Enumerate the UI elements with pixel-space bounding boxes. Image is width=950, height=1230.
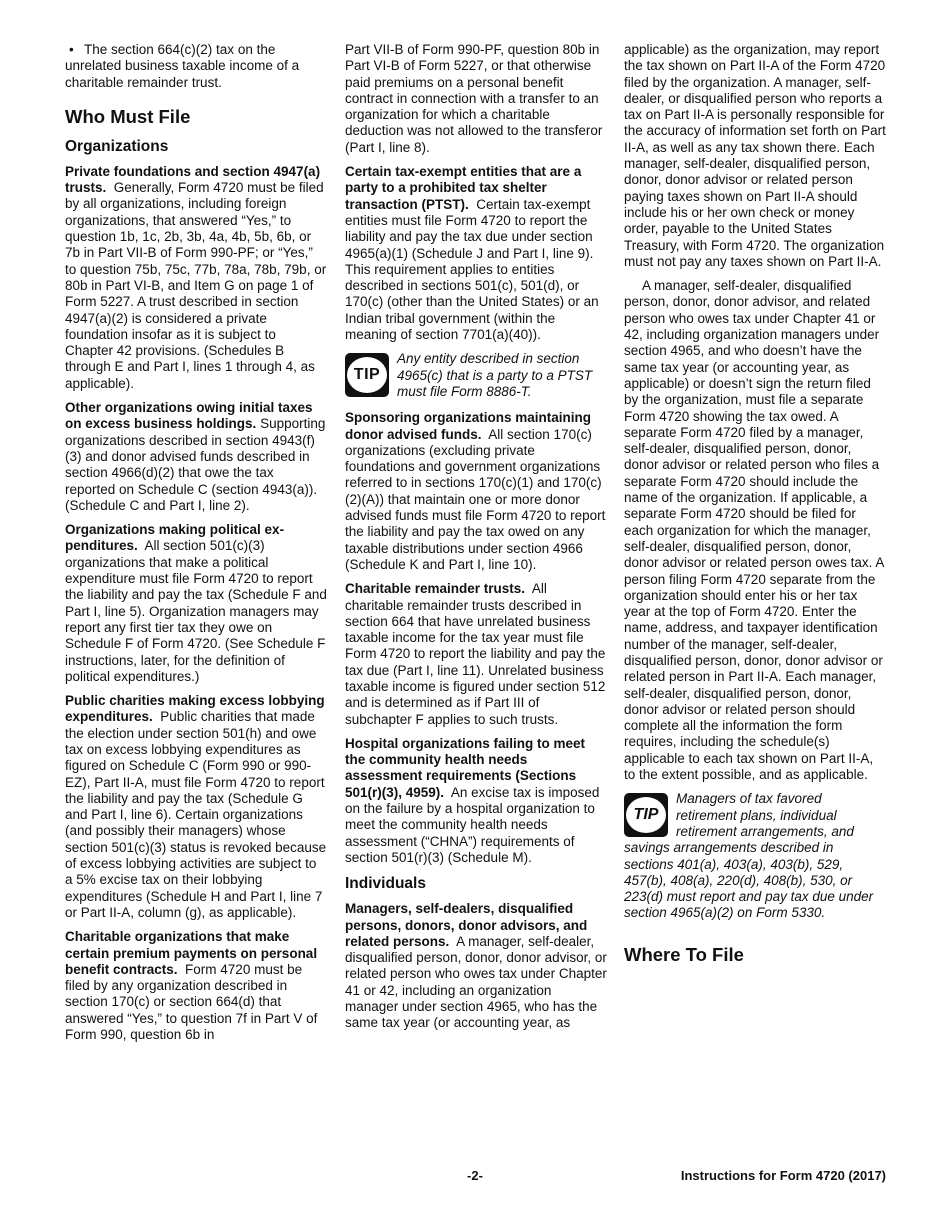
paragraph-body: Supporting organizations described in section 4943(f)(3) and donor advised funds described in section 4966(d)(2) that owe the tax reported on Schedule C (section 4943(a)). (Schedule C and Part I, line 2).: [65, 416, 326, 513]
paragraph-body: Form 4720 must be filed by any organization described in section 170(c) or section 664(d) that answered “Yes,” to question 7f in Part V of Form 990, question 6b in: [65, 961, 318, 1043]
run-in-heading: Charitable organizations that make certain premium payments on personal benefit contracts.: [65, 929, 318, 977]
paragraph-premium-payments: [65, 929, 327, 1043]
tip-text: Managers of tax favored retirement plans, individual retirement arrangements, and savings arrangements described in sections 401(a), 403(a), 403(b), 529, 457(b), 408(a), 220(d), 408(b), 530, or 223(d) must report and pay tax due under section 4965(a)(2) on Form 5330.: [624, 791, 874, 921]
paragraph-body: All charitable remainder trusts described in section 664 that have unrelated business taxable income for the tax year must file Form 4720 to report the liability and pay the tax due (Part I, line 11). Unrelated business taxable income is figured under section 512 and is determined as if Part III of subchapter F applies to such trusts.: [345, 581, 606, 727]
paragraph-lobbying-expenditures: [65, 693, 327, 921]
paragraph-body: All section 501(c)(3) organizations that make a political expenditure must file Form 4720 to report the liability and pay the tax (Schedule F and Part I, line 5). Organization managers may report any first tier tax they owe on Schedule F of Form 4720. (See Schedule F instructions, later, for the definition of political expenditures.): [65, 538, 327, 684]
paragraph-excess-business-holdings: [65, 400, 327, 514]
column-2: [345, 42, 607, 1040]
paragraph-donor-advised-funds: [345, 410, 607, 573]
tip-label: TIP: [347, 357, 387, 393]
run-in-heading: Organizations making political expenditures.: [65, 522, 285, 554]
heading-who-must-file: Who Must File: [65, 105, 191, 127]
paragraph-charitable-remainder-trusts: [345, 581, 607, 728]
paragraph-body: Generally, Form 4720 must be filed by all organizations, including foreign organizations, that answered “Yes,” to question 1b, 1c, 2b, 3b, 4a, 4b, 5b, 6b, or 7b in Part VII-B of Form 990-PF; or “Yes,” to question 75b, 75c, 77b, 78a, 78b, 79b, or 80b in Part VI-B, and Item G on page 1 of Form 5227. A trust described in section 4947(a)(2) is considered a private foundation insofar as it is subject to Chapter 42 provisions. (Schedules B through E and Part I, lines 1 through 4, as applicable).: [65, 180, 327, 391]
tip-box: [345, 351, 607, 400]
tip-icon: [624, 793, 668, 837]
column-1: [65, 42, 327, 1051]
run-in-heading: Public charities making excess lobbying expenditures.: [65, 693, 325, 725]
run-in-heading: Managers, self-dealers, disqualified persons, donors, donor advisors, and related persons.: [345, 901, 588, 949]
paragraph-hospital-organizations: [345, 736, 607, 866]
heading-individuals: Individuals: [345, 875, 426, 893]
tip-label: TIP: [626, 797, 666, 833]
tip-text: Any entity described in section 4965(c) that is a party to a PTST must file Form 8886-T.: [397, 351, 593, 399]
paragraph-body: All section 170(c) organizations (excluding private foundations and government organizations referred to in sections 170(c)(1) and 170(c)(2)(A)) that maintain one or more donor advised funds must file Form 4720 to report the liability and pay the tax owed on any taxable distributions under section 4966 (Schedule K and Part I, line 10).: [345, 426, 606, 572]
paragraph-separate-form: A manager, self-dealer, disqualified person, donor, donor advisor, and related person who owes tax under Chapter 41 or 42, including organization managers under section 4965, and who doesn’t have the same tax year (or accounting year, as applicable) or doesn’t sign the return filed by the organization, must file a separate Form 4720 showing the tax owed. A separate Form 4720 filed by a manager, self-dealer, disqualified person, donor, donor advisor or related person who files a separate Form 4720 should include the name of the organization. If applicable, a separate Form 4720 should be filed for each organization for which the manager, self-dealer, disqualified person, donor, donor advisor or related person owes tax. A person filing Form 4720 separate from the organization should enter his or her tax year at the top of Form 4720. Enter the name, address, and taxpayer identification number of the manager, self-dealer, disqualified person, donor, donor advisor or related person in Part II-A. Each manager, self-dealer, disqualified person, donor, donor advisor or related person should complete all the information the form requires, including the schedule(s) applicable to each tax shown on Part II-A, to the extent possible, and as applicable.: [624, 278, 884, 783]
run-in-heading: Hospital organizations failing to meet the community health needs assessment requirements (Sections 501(r)(3), 4959).: [345, 735, 586, 800]
run-in-heading: Certain tax-exempt entities that are a party to a prohibited tax shelter transaction (PTST).: [345, 164, 582, 212]
tip-box: [624, 791, 886, 921]
paragraph-continued: applicable) as the organization, may report the tax shown on Part II-A of the Form 4720 filed by the organization. A manager, self-dealer, or disqualified person who reports a tax on Part II-A is personally responsible for the accuracy of information set forth on Part II-A, as well as any tax shown there. Each manager, self-dealer, disqualified person, donor, donor advisor or related person paying taxes shown on Part II-A should include his or her own check or money order, payable to the United States Treasury, with Form 4720. The organization must not pay any taxes shown on Part II-A.: [624, 42, 886, 269]
paragraph-body: A manager, self-dealer, disqualified person, donor, donor advisor, or related person who owes tax under Chapter 41 or 42, including an organization manager under section 4965, who has the same tax year (or accounting year, as: [345, 933, 607, 1031]
paragraph-private-foundations: [65, 164, 327, 392]
page-number: -2-: [467, 1168, 483, 1183]
run-in-heading: Charitable remainder trusts.: [345, 581, 526, 597]
run-in-heading: Private foundations and section 4947(a) trusts.: [65, 163, 321, 196]
heading-organizations: Organizations: [65, 137, 169, 155]
document-title: Instructions for Form 4720 (2017): [680, 1168, 886, 1183]
bullet-item: [65, 42, 327, 91]
paragraph-managers: [345, 901, 607, 1031]
tip-icon: [345, 353, 389, 397]
paragraph-continued: Part VII-B of Form 990-PF, question 80b in Part VI-B of Form 5227, or that otherwise paid premiums on a personal benefit contract in connection with a transfer to an organization for which a charitable deduction was not allowed to the transferor (Part I, line 8).: [345, 42, 603, 155]
paragraph-political-expenditures: [65, 522, 327, 685]
paragraph-body: Public charities that made the election under section 501(h) and owe tax on excess lobbying expenditures as figured on Schedule C (Form 990 or 990-EZ), Part II-A, must file Form 4720 to report the liability and pay the tax (Schedule G and Part I, line 6). Certain organizations (and possibly their managers) whose section 501(c)(3) status is revoked because of excess lobbying activities are subject to a 5% excise tax on their lobbying expenditures (Schedule H and Part I, line 7 or Part II-A, column (g), as applicable).: [65, 709, 327, 920]
paragraph-body: An excise tax is imposed on the failure by a hospital organization to meet the community health needs assessment (“CHNA”) requirements of section 501(r)(3) (Schedule M).: [345, 784, 600, 865]
column-3: [624, 42, 886, 975]
paragraph-ptst: [345, 164, 607, 343]
run-in-heading: Other organizations owing initial taxes on excess business holdings.: [65, 400, 313, 432]
bullet-text: The section 664(c)(2) tax on the unrelated business taxable income of a charitable remainder trust.: [65, 42, 300, 90]
run-in-heading: Sponsoring organizations maintaining donor advised funds.: [345, 410, 592, 442]
paragraph-body: Certain tax-exempt entities must file Form 4720 to report the liability and pay the tax due under section 4965(a)(1) (Schedule J and Part I, line 9). This requirement applies to entities described in sections 501(c), 501(d), or 170(c) (other than the United States) or an Indian tribal government (within the meaning of section 7701(a)(40)).: [345, 196, 599, 343]
heading-where-to-file: Where To File: [624, 943, 744, 965]
